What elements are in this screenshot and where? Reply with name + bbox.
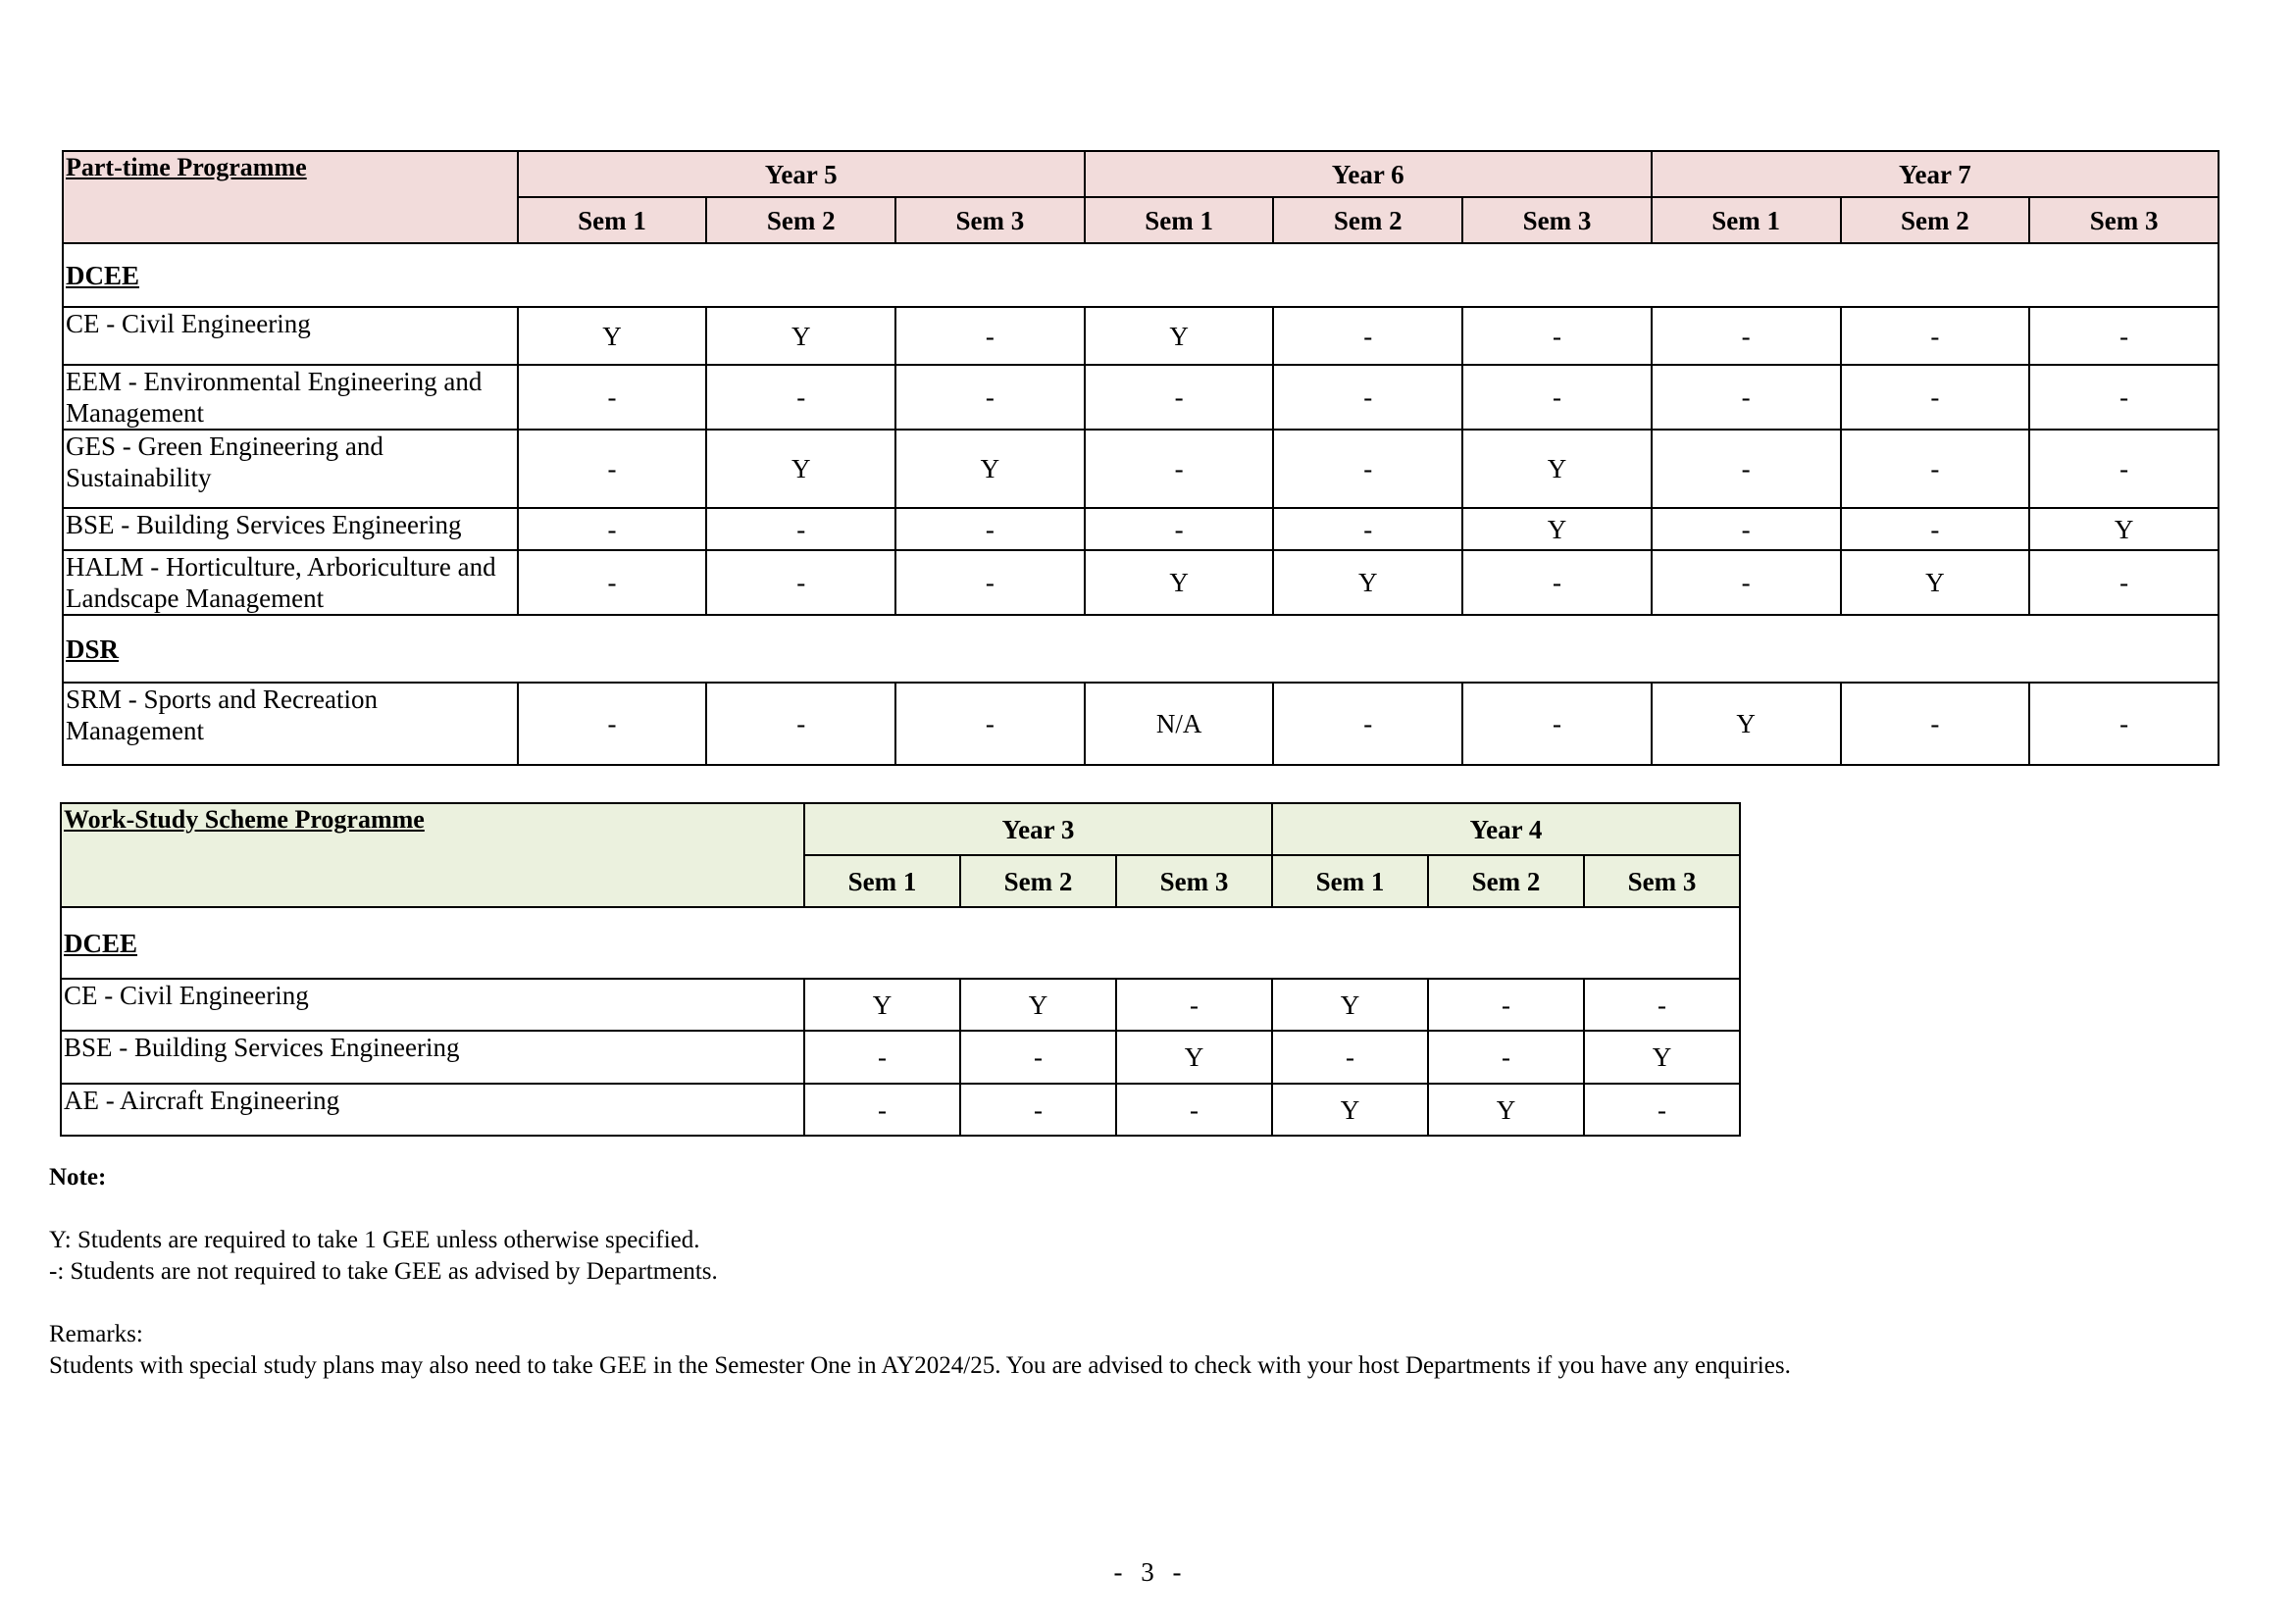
table-cell: - [1116,1084,1272,1136]
table-cell: Y [706,307,895,365]
table-cell: Y [1652,683,1841,765]
table-cell: - [1652,307,1841,365]
department-row [63,243,2219,307]
table-cell: Y [1116,1031,1272,1084]
table-cell: - [895,508,1085,550]
table-cell: - [2029,550,2219,615]
year-header: Year 3 [804,803,1272,855]
department-label: DSR [63,615,2219,683]
table-cell: - [804,1084,960,1136]
semester-header: Sem 2 [960,855,1116,907]
table-cell: - [1462,683,1652,765]
table-cell: - [1652,550,1841,615]
table-cell: - [1462,307,1652,365]
table-cell: - [2029,365,2219,430]
note-heading: Note: [49,1164,107,1191]
table-cell: - [1085,430,1274,508]
table-cell: - [895,683,1085,765]
semester-header: Sem 2 [1841,197,2030,243]
table-row [63,365,2219,430]
semester-header: Sem 1 [518,197,707,243]
table-cell: - [895,365,1085,430]
table-row [63,307,2219,365]
year-header-row [61,803,1740,855]
table-cell: - [1652,430,1841,508]
table-cell: - [1584,979,1740,1031]
table-cell: - [1273,508,1462,550]
table-cell: - [1841,365,2030,430]
table-cell: Y [1272,1084,1428,1136]
notes-section [49,1162,1791,1382]
table-cell: - [2029,307,2219,365]
table-cell: - [706,365,895,430]
table-title: Part-time Programme [63,151,518,243]
table-cell: - [706,508,895,550]
table-cell: - [706,683,895,765]
programme-label: AE - Aircraft Engineering [61,1084,804,1136]
table-title: Work-Study Scheme Programme [61,803,804,907]
table-cell: - [2029,683,2219,765]
table-cell: Y [2029,508,2219,550]
table-cell: Y [1584,1031,1740,1084]
table-cell: - [1841,683,2030,765]
table-cell: - [1273,365,1462,430]
programme-label: BSE - Building Services Engineering [63,508,518,550]
semester-header: Sem 1 [1085,197,1274,243]
semester-header: Sem 1 [804,855,960,907]
table-cell: - [706,550,895,615]
remarks-label: Remarks: [49,1321,143,1347]
table-cell: - [1085,365,1274,430]
table-cell: - [1272,1031,1428,1084]
semester-header: Sem 3 [1116,855,1272,907]
table-cell: Y [960,979,1116,1031]
semester-header: Sem 3 [2029,197,2219,243]
year-header: Year 4 [1272,803,1740,855]
table-cell: Y [804,979,960,1031]
table-cell: Y [706,430,895,508]
table-cell: Y [1273,550,1462,615]
semester-header: Sem 3 [1462,197,1652,243]
table-cell: - [1584,1084,1740,1136]
programme-label: EEM - Environmental Engineering and Management [63,365,518,430]
table-row [63,550,2219,615]
table-cell: - [1116,979,1272,1031]
table-cell: - [1462,550,1652,615]
table-cell: - [1462,365,1652,430]
remarks-text: Students with special study plans may also need to take GEE in the Semester One in AY2024/25. You are advised to check with your host Departments if you have any enquiries. [49,1352,1791,1379]
programme-label: SRM - Sports and Recreation Management [63,683,518,765]
programme-label: BSE - Building Services Engineering [61,1031,804,1084]
semester-header: Sem 1 [1652,197,1841,243]
part-time-programme-table [62,150,2219,766]
table-cell: - [1652,365,1841,430]
table-cell: Y [1841,550,2030,615]
table-cell: - [895,550,1085,615]
department-label: DCEE [63,243,2219,307]
semester-header: Sem 2 [1273,197,1462,243]
table-cell: - [895,307,1085,365]
table-row [63,430,2219,508]
programme-label: CE - Civil Engineering [61,979,804,1031]
programme-label: CE - Civil Engineering [63,307,518,365]
table-cell: - [1428,979,1584,1031]
table-cell: - [1841,508,2030,550]
table-row [63,683,2219,765]
semester-header: Sem 2 [706,197,895,243]
work-study-programme-table [60,802,1741,1137]
table-cell: - [1841,430,2030,508]
table-cell: N/A [1085,683,1274,765]
table-cell: - [518,683,707,765]
department-row [63,615,2219,683]
department-label: DCEE [61,907,1740,979]
department-row [61,907,1740,979]
table-row [61,979,1740,1031]
page-number: - 3 - [1113,1557,1182,1587]
year-header-row [63,151,2219,197]
semester-header: Sem 2 [1428,855,1584,907]
table-cell: - [804,1031,960,1084]
table-cell: - [1428,1031,1584,1084]
semester-header: Sem 1 [1272,855,1428,907]
table-cell: - [518,430,707,508]
table-cell: Y [1085,307,1274,365]
year-header: Year 7 [1652,151,2219,197]
table-cell: - [1841,307,2030,365]
semester-header: Sem 3 [895,197,1085,243]
note-y: Y: Students are required to take 1 GEE unless otherwise specified. [49,1227,700,1253]
table-cell: Y [1428,1084,1584,1136]
table-cell: - [1652,508,1841,550]
table-cell: - [2029,430,2219,508]
table-row [61,1031,1740,1084]
table-cell: Y [1462,508,1652,550]
semester-header: Sem 3 [1584,855,1740,907]
table-cell: - [960,1084,1116,1136]
table-cell: Y [1272,979,1428,1031]
table-cell: - [518,508,707,550]
year-header: Year 6 [1085,151,1652,197]
programme-label: GES - Green Engineering and Sustainability [63,430,518,508]
programme-label: HALM - Horticulture, Arboriculture and Landscape Management [63,550,518,615]
table-cell: - [1273,430,1462,508]
table-cell: - [1273,683,1462,765]
note-dash: -: Students are not required to take GEE as advised by Departments. [49,1258,718,1285]
table-cell: Y [895,430,1085,508]
table-cell: - [1273,307,1462,365]
table-cell: Y [1462,430,1652,508]
table-cell: - [960,1031,1116,1084]
table-cell: Y [1085,550,1274,615]
table-cell: Y [518,307,707,365]
table-cell: - [1085,508,1274,550]
table-row [61,1084,1740,1136]
table-cell: - [518,550,707,615]
year-header: Year 5 [518,151,1085,197]
table-cell: - [518,365,707,430]
table-row [63,508,2219,550]
